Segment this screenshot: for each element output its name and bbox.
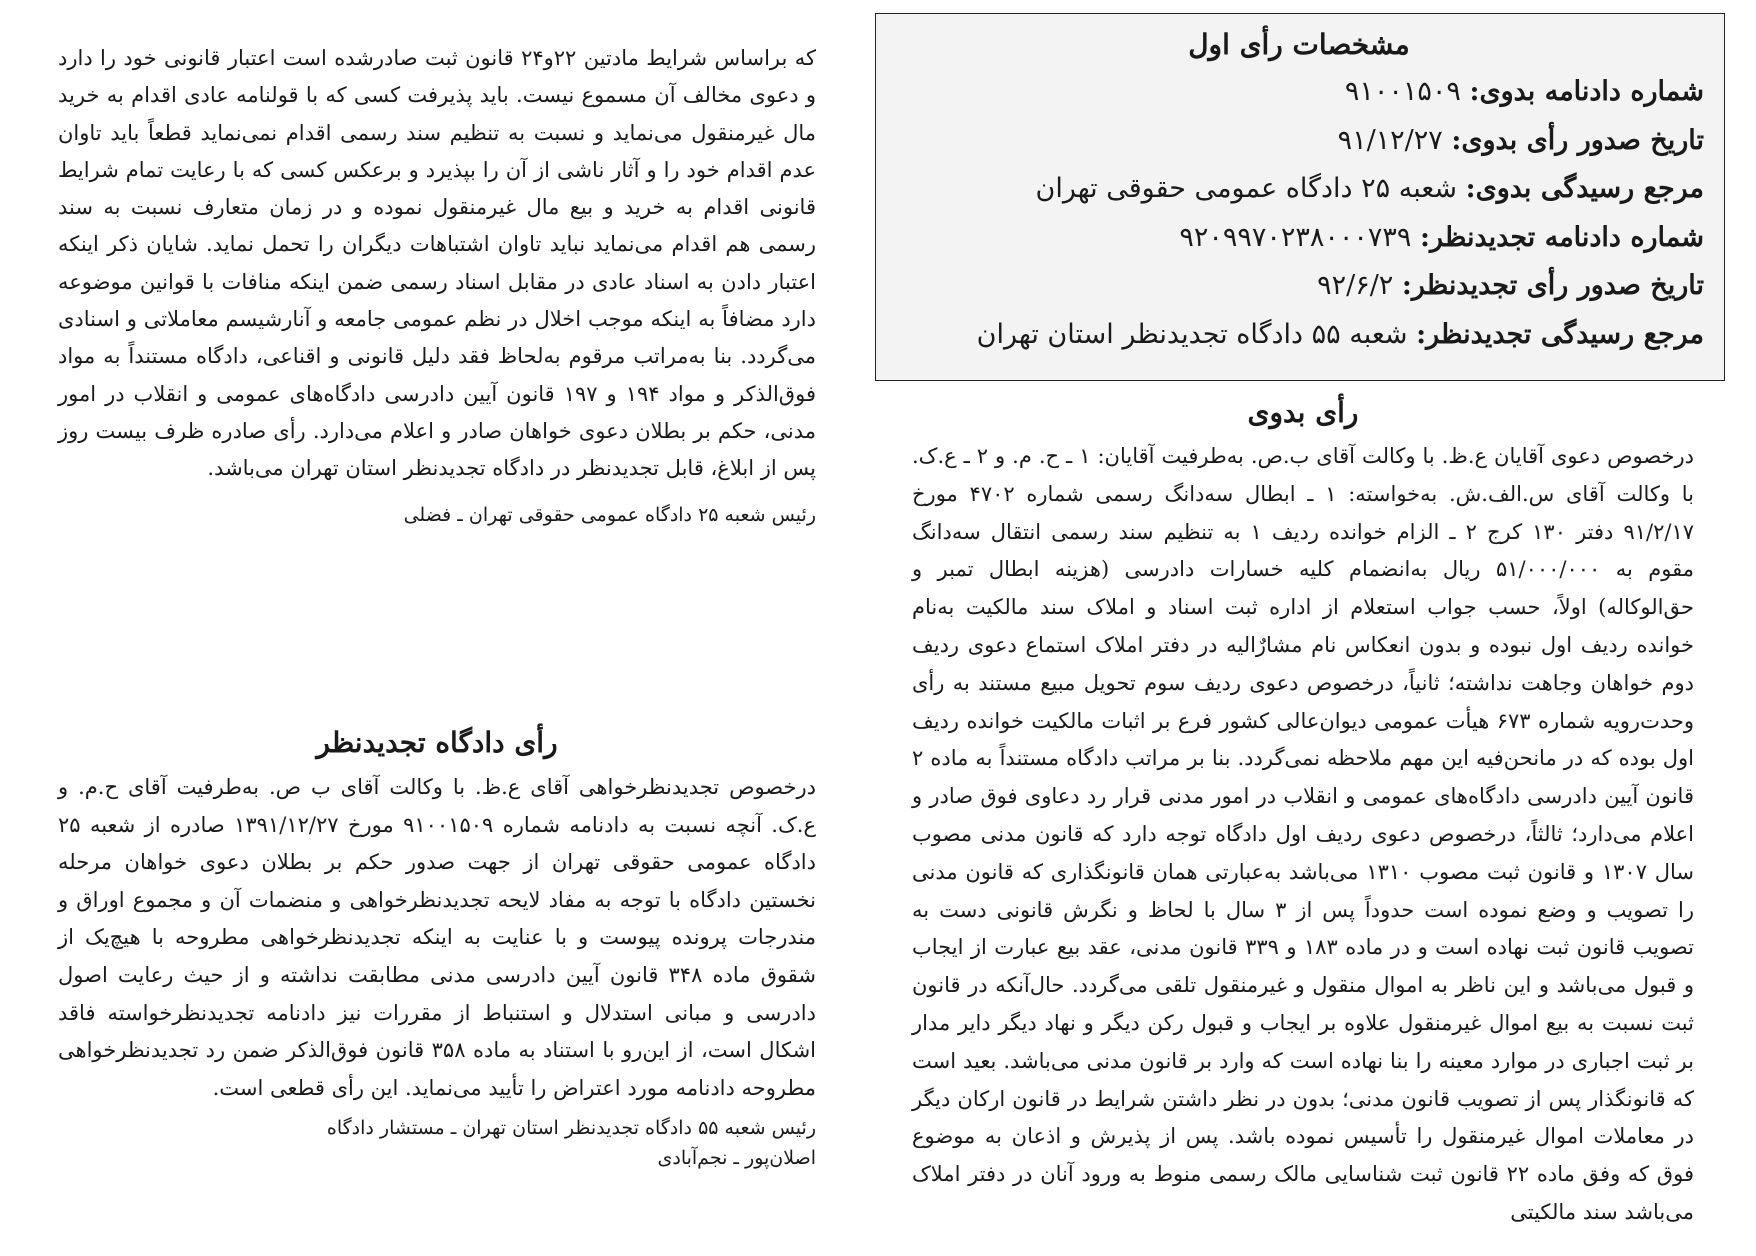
appeal-ruling-signature-line1: رئیس شعبه ۵۵ دادگاه تجدیدنظر استان تهران ـ مستشار دادگاه — [326, 1117, 816, 1140]
info-value: ۹۱۰۰۱۵۰۹ — [1344, 76, 1461, 107]
info-row-appeal-court — [894, 311, 1704, 360]
initial-ruling-continued-section — [58, 40, 816, 530]
info-row-appeal-verdict-number — [894, 214, 1704, 263]
info-value: شعبه ۲۵ دادگاه عمومی حقوقی تهران — [1035, 173, 1458, 204]
info-value: ۹۲/۶/۲ — [1317, 270, 1394, 301]
appeal-ruling-signature-line2: اصلان‌پور ـ نجم‌آبادی — [657, 1147, 816, 1170]
info-row-initial-verdict-date — [894, 117, 1704, 166]
info-row-initial-verdict-number — [894, 68, 1704, 117]
info-value: شعبه ۵۵ دادگاه تجدیدنظر استان تهران — [976, 318, 1408, 350]
info-label: تاریخ صدور رأی بدوی: — [1451, 124, 1704, 156]
info-label: شماره دادنامه تجدیدنظر: — [1419, 221, 1704, 253]
appeal-ruling-body: درخصوص تجدیدنظرخواهی آقای ع.ظ. با وکالت آقای ب ص. به‌طرفیت آقای ح.م. و ع.ک. آنچه نسبت به دادنامه شماره ۹۱۰۰۱۵۰۹ مورخ ۱۳۹۱/۱۲/۲۷ صادره از شعبه ۲۵ دادگاه عمومی حقوقی تهران از جهت صدور حکم بر بطلان دعوی خواهان مرحله نخستین دادگاه با توجه به مفاد لایحه تجدیدنظرخواهی و منضمات آن و مجموع اوراق و مندرجات پرونده پیوست و با عنایت به اینکه تجدیدنظرخواهی مطروحه با هیچ‌یک از شقوق ماده ۳۴۸ قانون آیین دادرسی مدنی مطابقت نداشته و از حیث رعایت اصول دادرسی و مبانی استدلال و استنباط از مقررات نیز دادنامه تجدیدنظرخواسته فاقد اشکال است، از این‌رو با استناد به ماده ۳۵۸ قانون فوق‌الذکر ضمن رد تجدیدنظرخواهی مطروحه دادنامه مورد اعتراض را تأیید می‌نماید. این رأی قطعی است. — [58, 775, 816, 1100]
info-label: تاریخ صدور رأی تجدیدنظر: — [1401, 270, 1704, 301]
first-ruling-info-box — [875, 13, 1725, 381]
info-label: مرجع رسیدگی تجدیدنظر: — [1416, 318, 1704, 350]
info-label: شماره دادنامه بدوی: — [1469, 76, 1704, 107]
info-box-title: مشخصات رأی اول — [1188, 28, 1410, 61]
info-value: ۹۲۰۹۹۷۰۲۳۸۰۰۰۷۳۹ — [1179, 221, 1412, 253]
info-row-initial-court — [894, 165, 1704, 214]
initial-ruling-body: درخصوص دعوی آقایان ع.ظ. با وکالت آقای ب.ص. به‌طرفیت آقایان: ۱ ـ ح. م. و ۲ ـ ع.ک. با وکالت آقای س.الف.ش. به‌خواسته: ۱ ـ ابطال سه‌دانگ رسمی شماره ۴۷۰۲ مورخ ۹۱/۲/۱۷ دفتر ۱۳۰ کرج ۲ ـ الزام خوانده ردیف ۱ به تنظیم سند رسمی انتقال سه‌دانگ مقوم به ۵۱/۰۰۰/۰۰۰ ریال به‌انضمام کلیه خسارات دادرسی (هزینه ابطال تمبر و حق‌الوکاله) اولاً، حسب جواب استعلام از اداره ثبت اسناد و املاک سند مالکیت به‌نام خوانده ردیف اول نبوده و بدون انعکاس نام مشارٌالیه در دفتر املاک استماع دعوی ردیف دوم خواهان وجاهت نداشته؛ ثانیاً، درخصوص دعوی ردیف سوم تحویل مبیع مستند به رأی وحدت‌رویه شماره ۶۷۳ هیأت عمومی دیوان‌عالی کشور فرع بر اثبات مالکیت خوانده ردیف اول بوده که در مانحن‌فیه این مهم ملاحظه نمی‌گردد. بنا بر مراتب دادگاه مستنداً به ماده ۲ قانون آیین دادرسی دادگاه‌های عمومی و انقلاب در امور مدنی قرار رد دعاوی فوق صادر و اعلام می‌دارد؛ ثالثاً، درخصوص دعوی ردیف اول دادگاه توجه دارد که قانون مدنی مصوب سال ۱۳۰۷ و قانون ثبت مصوب ۱۳۱۰ می‌باشد به‌عبارتی همان قانونگذاری که قانون مدنی را تصویب و وضع نموده است حدوداً پس از ۳ سال با لحاظ و نگرش قانونی دست به تصویب قانون ثبت نهاده است و در ماده ۱۸۳ و ۳۳۹ قانون مدنی، عقد بیع عبارت از ایجاب و قبول می‌باشد و این ناظر به اموال منقول و غیرمنقول تلقی می‌گردد. حال‌آنکه در قانون ثبت نسبت به بیع اموال غیرمنقول علاوه بر ایجاب و قبول رکن دیگر و نهاد دیگر دایر مدار بر ثبت اجباری در موارد معینه را بنا نهاده است که وارد بر قانون مدنی می‌باشد. بعید است که قانونگذار پس از تصویب قانون مدنی؛ بدون در نظر داشتن شرایط در قانون ارکان دیگر در معاملات اموال غیرمنقول را تأسیس نموده باشد. پس از پذیرش و اذعان به موضوع فوق که وفق ماده ۲۲ قانون ثبت شناسایی مالک رسمی منوط به ورود آنان در دفتر املاک می‌باشد سند مالکیتی — [912, 444, 1695, 1224]
info-value: ۹۱/۱۲/۲۷ — [1337, 124, 1443, 156]
info-label: مرجع رسیدگی بدوی: — [1465, 173, 1704, 204]
info-row-appeal-verdict-date — [894, 262, 1704, 311]
appeal-ruling-heading: رأی دادگاه تجدیدنظر — [316, 726, 558, 759]
initial-ruling-signature: رئیس شعبه ۲۵ دادگاه عمومی حقوقی تهران ـ فضلی — [403, 503, 816, 526]
initial-ruling-section — [912, 390, 1694, 1232]
initial-ruling-continued-body: که براساس شرایط مادتین ۲۲و۲۴ قانون ثبت صادرشده است اعتبار قانونی خود را دارد و دعوی مخالف آن مسموع نیست. باید پذیرفت کسی که با قولنامه عادی اقدام به خرید مال غیرمنقول می‌نماید و نسبت به تنظیم سند رسمی اقدام نمی‌نماید قطعاً باید تاوان عدم اقدام خود را و آثار ناشی از آن را بپذیرد و برعکس کسی که با رعایت تمام شرایط قانونی اقدام به خرید و بیع مال غیرمنقول نموده و در زمان متعارف نسبت به سند رسمی هم اقدام می‌نماید نباید تاوان اشتباهات دیگران را تحمل نماید. شایان ذکر اینکه اعتبار دادن به اسناد عادی در مقابل اسناد رسمی ضمن اینکه منافات با قوانین موضوعه دارد مضافاً به اینکه موجب اخلال در نظم عمومی جامعه و آنارشیسم معاملاتی و اسنادی می‌گردد. بنا به‌مراتب مرقوم به‌لحاظ فقد دلیل قانونی و اقناعی، دادگاه مستنداً به مواد فوق‌الذکر و مواد ۱۹۴ و ۱۹۷ قانون آیین دادرسی دادگاه‌های عمومی و انقلاب در امور مدنی، حکم بر بطلان دعوی خواهان صادر و اعلام می‌دارد. رأی صادره ظرف بیست روز پس از ابلاغ، قابل تجدیدنظر در دادگاه تجدیدنظر استان تهران می‌باشد. — [58, 46, 816, 481]
appeal-ruling-section — [58, 717, 816, 1173]
initial-ruling-heading: رأی بدوی — [1247, 396, 1359, 429]
